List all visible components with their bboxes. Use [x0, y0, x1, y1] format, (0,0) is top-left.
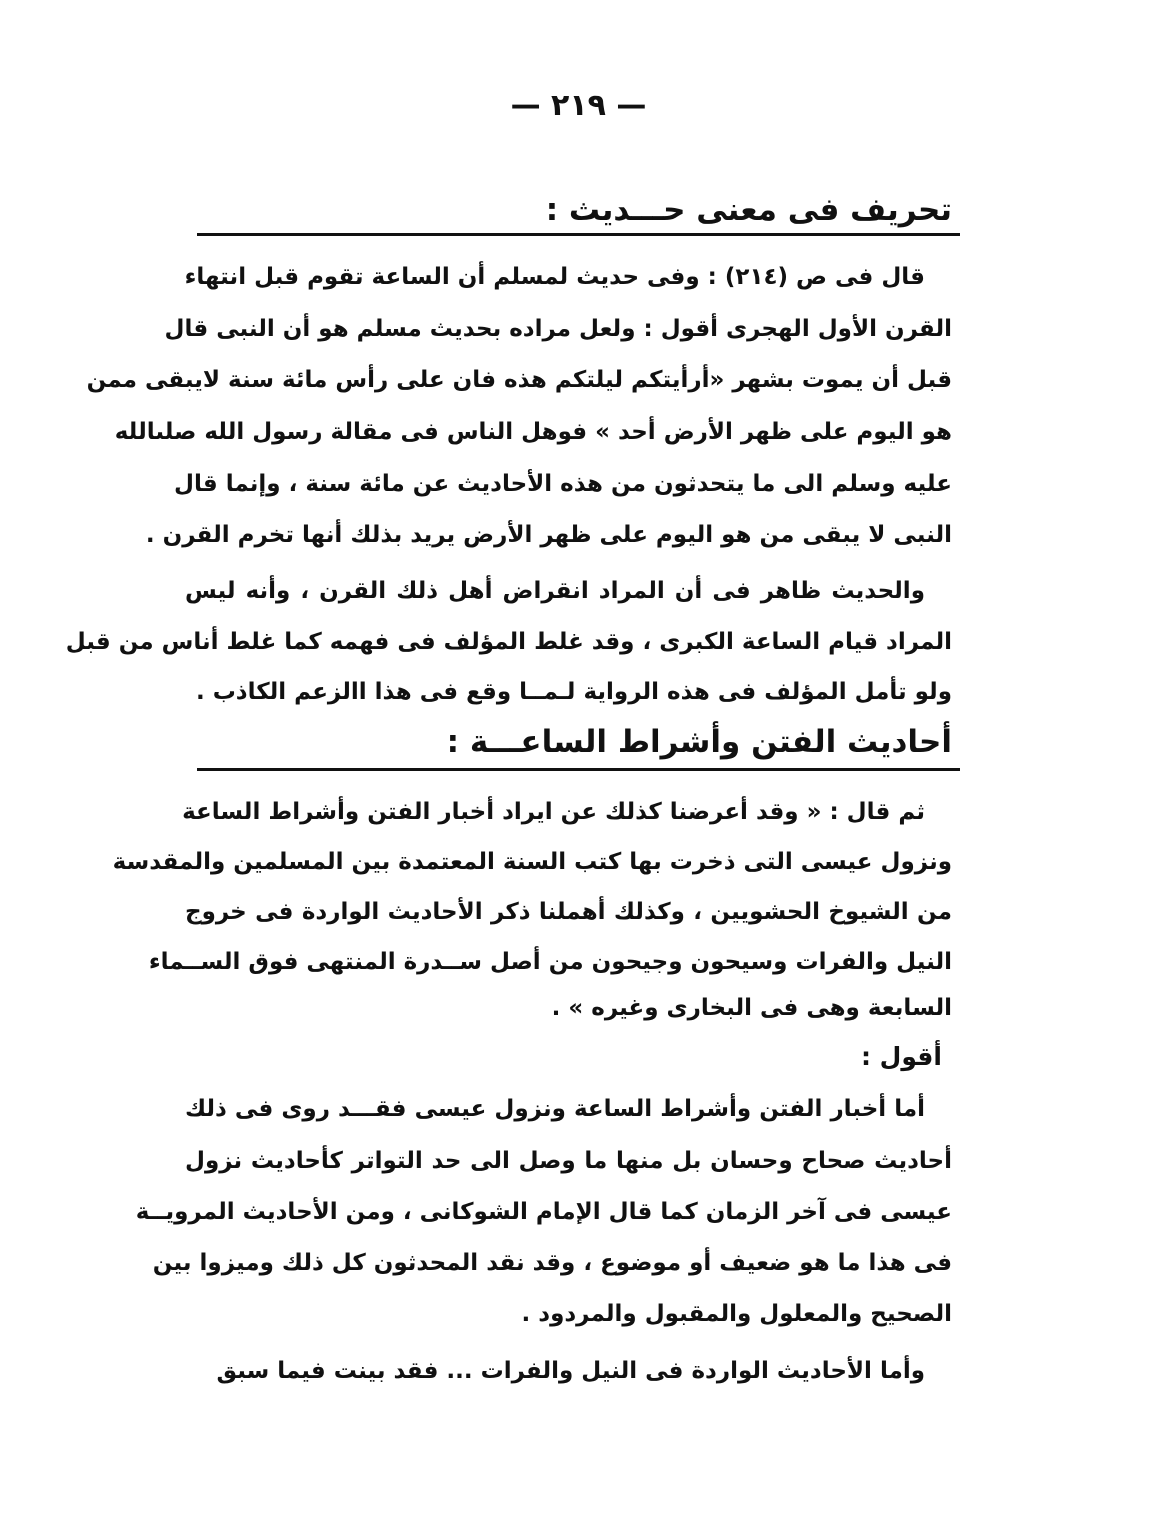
paragraph-line: ولو تأمل المؤلف فى هذه الرواية لـمــا وقع فى هذا االزعم الكاذب .: [195, 679, 952, 705]
paragraph-line: أحاديث صحاح وحسان بل منها ما وصل الى حد التواتر كأحاديث نزول: [185, 1148, 952, 1174]
paragraph-line: هو اليوم على ظهر الأرض أحد » فوهل الناس فى مقالة رسول الله صلىالله: [114, 419, 952, 445]
heading-underline-2: [197, 768, 960, 771]
reply-label: أقول :: [860, 1042, 942, 1071]
paragraph-line: النيل والفرات وسيحون وجيحون من أصل ســدرة المنتهى فوق الســماء: [148, 949, 952, 975]
paragraph-line: ثم قال : « وقد أعرضنا كذلك عن ايراد أخبار الفتن وأشراط الساعة: [182, 799, 925, 825]
paragraph-line: النبى لا يبقى من هو اليوم على ظهر الأرض يريد بذلك أنها تخرم القرن .: [145, 522, 952, 548]
paragraph-line: الصحيح والمعلول والمقبول والمردود .: [521, 1301, 952, 1327]
paragraph-line: أما أخبار الفتن وأشراط الساعة ونزول عيسى فقـــد روى فى ذلك: [185, 1096, 925, 1122]
paragraph-line: المراد قيام الساعة الكبرى ، وقد غلط المؤلف فى فهمه كما غلط أناس من قبل: [65, 629, 952, 655]
section-heading-1: تحريف فى معنى حـــديث :: [545, 192, 952, 228]
paragraph-line: قال فى ص (٢١٤) : وفى حديث لمسلم أن الساعة تقوم قبل انتهاء: [184, 264, 925, 290]
paragraph-line: عيسى فى آخر الزمان كما قال الإمام الشوكانى ، ومن الأحاديث المرويــة: [135, 1199, 952, 1225]
paragraph-line: من الشيوخ الحشويين ، وكذلك أهملنا ذكر الأحاديث الواردة فى خروج: [185, 899, 952, 925]
paragraph-line: قبل أن يموت بشهر «أرأيتكم ليلتكم هذه فان على رأس مائة سنة لايبقى ممن: [86, 367, 952, 393]
page-number: — ٢١٩ —: [510, 88, 647, 123]
section-heading-2: أحاديث الفتن وأشراط الساعـــة :: [446, 724, 952, 760]
paragraph-line: عليه وسلم الى ما يتحدثون من هذه الأحاديث عن مائة سنة ، وإنما قال: [174, 471, 952, 497]
paragraph-line: ونزول عيسى التى ذخرت بها كتب السنة المعتمدة بين المسلمين والمقدسة: [112, 849, 952, 875]
paragraph-line: السابعة وهى فى البخارى وغيره » .: [551, 995, 952, 1021]
paragraph-line: القرن الأول الهجرى أقول : ولعل مراده بحديث مسلم هو أن النبى قال: [164, 316, 952, 342]
paragraph-line: والحديث ظاهر فى أن المراد انقراض أهل ذلك القرن ، وأنه ليس: [185, 578, 925, 604]
paragraph-line: وأما الأحاديث الواردة فى النيل والفرات ... فقد بينت فيما سبق: [216, 1358, 925, 1384]
heading-underline-1: [197, 233, 960, 236]
paragraph-line: فى هذا ما هو ضعيف أو موضوع ، وقد نقد المحدثون كل ذلك وميزوا بين: [152, 1250, 952, 1276]
